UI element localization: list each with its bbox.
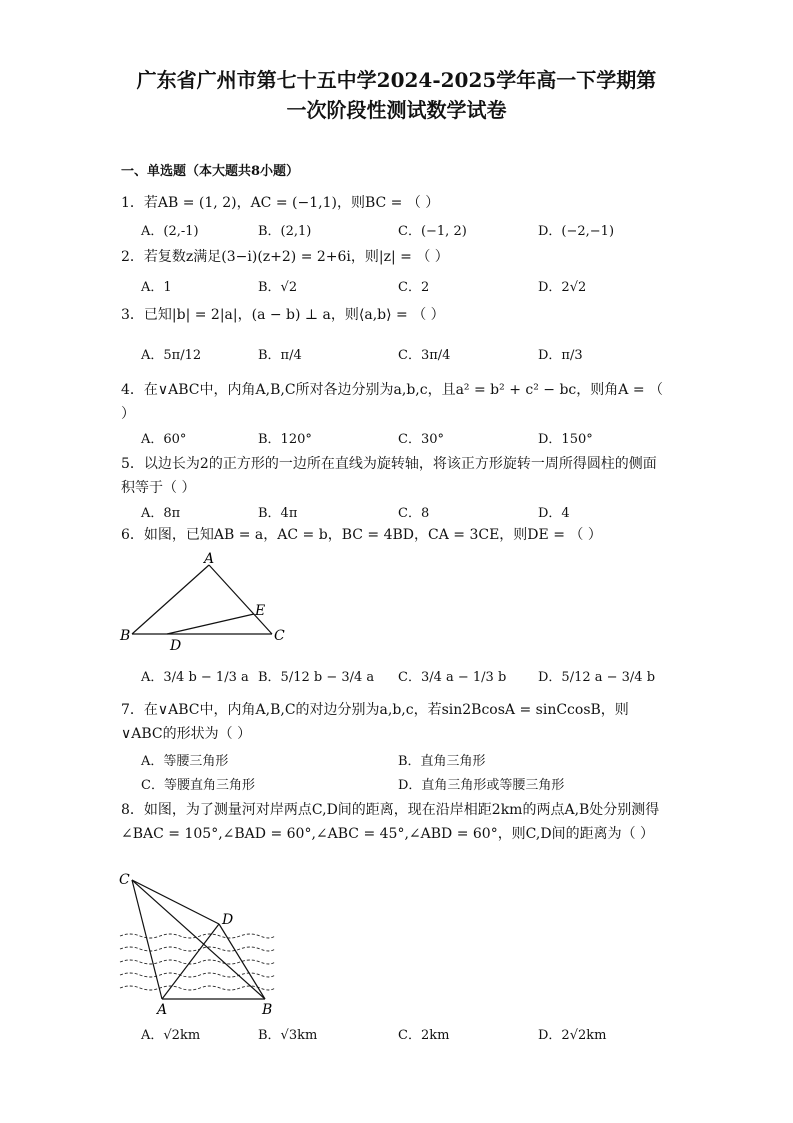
segment-cd [132,880,219,924]
question-8-option-c: C．2km [398,1028,450,1043]
question-1-stem: 1．若AB = (1, 2)，AC = (−1,1)，则BC = （ ） [121,195,440,211]
question-5-option-d: D．4 [538,506,570,521]
question-1-option-d: D．(−2,−1) [538,224,615,239]
segment-ca [132,880,162,999]
segment-da [162,924,219,999]
question-2-option-a: A．1 [141,280,172,295]
question-6-figure [115,548,295,654]
question-3-option-d: D．π/3 [538,348,583,363]
question-1-option-c: C．(−1, 2) [398,224,467,239]
exam-title-line-1: 广东省广州市第七十五中学2024-2025学年高一下学期第 [136,68,657,92]
question-7-option-b: B．直角三角形 [398,754,486,769]
question-3-option-c: C．3π/4 [398,348,451,363]
question-1-option-b: B．(2,1) [258,224,312,239]
question-4-option-c: C．30° [398,432,444,447]
question-2-option-c: C．2 [398,280,430,295]
question-7-stem: 7．在∨ABC中，内角A,B,C的对边分别为a,b,c，若sin2BcosA = sinCcosB，则∨ABC的形状为（ ） [121,702,629,742]
question-6-option-c: C．3/4 a − 1/3 b [398,670,507,685]
question-4-option-b: B．120° [258,432,312,447]
figure6-label-a: A [204,551,215,567]
exam-title-line-2: 一次阶段性测试数学试卷 [286,98,507,122]
question-6-stem: 6．如图，已知AB = a，AC = b，BC = 4BD，CA = 3CE，则DE = （ ） [121,527,602,543]
segment-ac [209,565,272,634]
segment-cb [132,880,265,999]
question-2-option-b: B．√2 [258,280,298,295]
figure8-label-d: D [222,912,234,928]
question-4-option-d: D．150° [538,432,593,447]
question-6-option-b: B．5/12 b − 3/4 a [258,670,375,685]
question-6-option-a: A．3/4 b − 1/3 a [141,670,249,685]
question-8-stem: 8．如图，为了测量河对岸两点C,D间的距离，现在沿岸相距2km的两点A,B处分别测得∠BAC = 105°,∠BAD = 60°,∠ABC = 45°,∠ABD = 60°，则C,D间的距离为（ ） [121,802,660,842]
question-7-option-c: C．等腰直角三角形 [141,778,255,793]
question-2-stem: 2．若复数z满足(3−i)(z+2) = 2+6i，则|z| = （ ） [121,249,449,265]
question-5-option-c: C．8 [398,506,430,521]
question-3-stem: 3．已知|b| = 2|a|，(a − b) ⊥ a，则⟨a,b⟩ = （ ） [121,307,445,323]
question-3-option-b: B．π/4 [258,348,302,363]
section-heading: 一、单选题（本大题共8小题） [121,164,300,179]
question-5-stem: 5．以边长为2的正方形的一边所在直线为旋转轴，将该正方形旋转一周所得圆柱的侧面积等于（ ） [121,456,657,496]
question-5-option-b: B．4π [258,506,298,521]
figure8-label-a: A [157,1002,168,1018]
figure6-label-c: C [274,628,285,644]
river-waves [120,934,275,990]
question-7-option-a: A．等腰三角形 [141,754,229,769]
figure8-label-b: B [262,1002,273,1018]
question-8-option-a: A．√2km [141,1028,201,1043]
figure6-label-b: B [120,628,131,644]
figure8-label-c: C [119,872,130,888]
question-8-figure [115,866,285,1018]
question-5-option-a: A．8π [141,506,181,521]
figure6-label-d: D [170,638,182,654]
question-4-stem: 4．在∨ABC中，内角A,B,C所对各边分别为a,b,c，且a² = b² + c² − bc，则角A = （ ） [121,382,664,422]
question-7-option-d: D．直角三角形或等腰三角形 [398,778,565,793]
question-6-option-d: D．5/12 a − 3/4 b [538,670,656,685]
figure6-label-e: E [255,603,266,619]
question-8-option-d: D．2√2km [538,1028,607,1043]
question-1-option-a: A．(2,-1) [141,224,199,239]
question-2-option-d: D．2√2 [538,280,587,295]
question-8-option-b: B．√3km [258,1028,318,1043]
segment-ab [132,565,209,634]
question-4-option-a: A．60° [141,432,187,447]
question-3-option-a: A．5π/12 [141,348,202,363]
segment-de [167,614,254,634]
